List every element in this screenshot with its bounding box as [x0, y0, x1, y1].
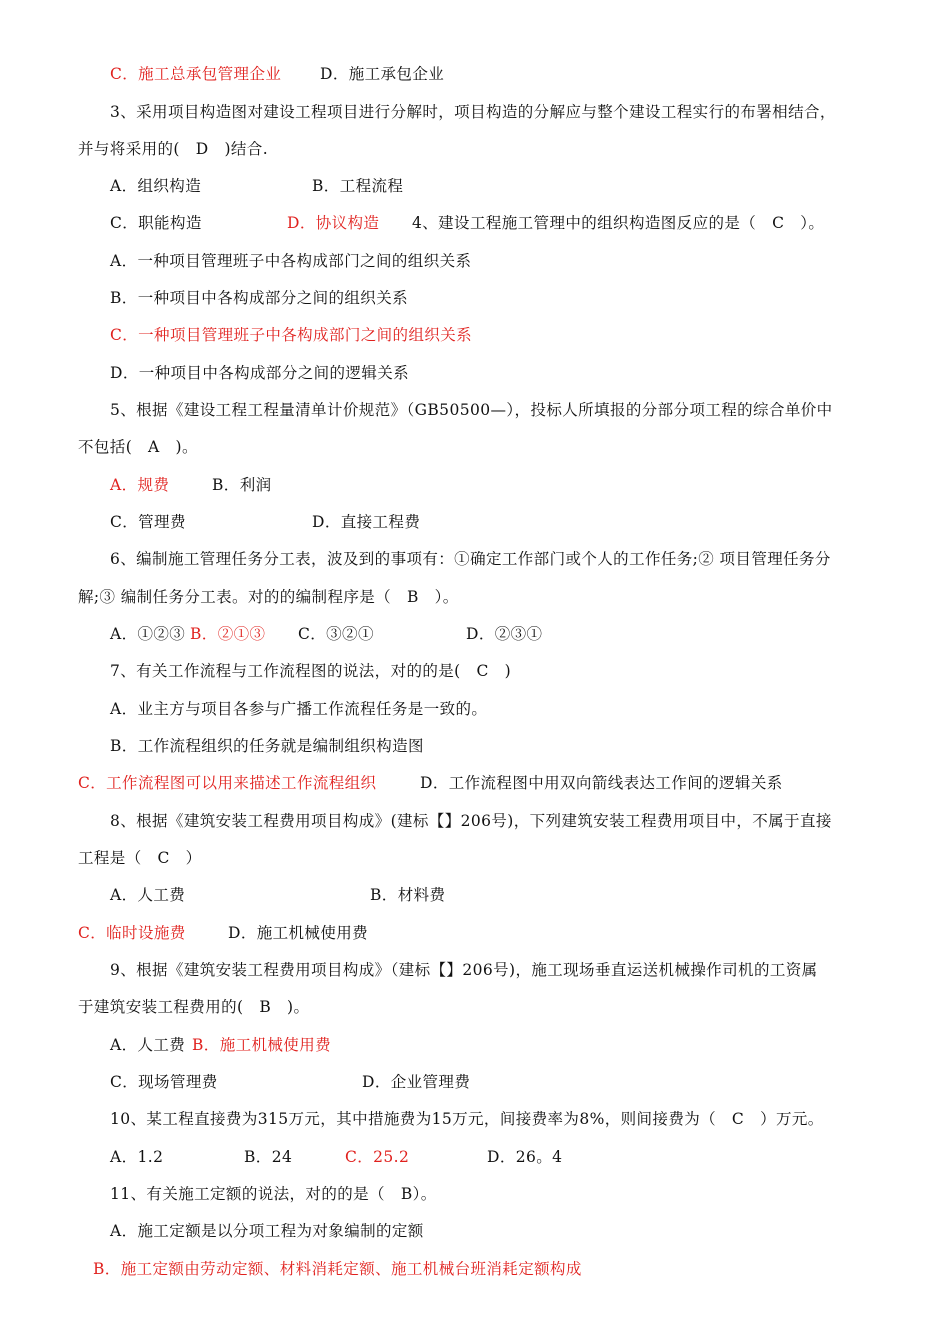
question-8-line-2: 工程是（ C ）	[78, 849, 202, 867]
option-b-q6: B．②①③	[190, 625, 266, 643]
option-b-q11: B．施工定额由劳动定额、材料消耗定额、施工机械台班消耗定额构成	[93, 1260, 582, 1278]
option-c-q3: C．职能构造	[110, 214, 202, 232]
option-d-q5: D．直接工程费	[312, 513, 421, 531]
option-c-q7: C．工作流程图可以用来描述工作流程组织	[78, 774, 377, 792]
option-b-q7: B．工作流程组织的任务就是编制组织构造图	[110, 737, 424, 755]
option-d-q6: D．②③①	[466, 625, 543, 643]
question-11-line-1: 11、有关施工定额的说法，对的的是（ B）。	[110, 1185, 437, 1203]
option-a-q10: A．1.2	[110, 1148, 164, 1166]
option-c-q2: C．施工总承包管理企业	[110, 65, 282, 83]
option-a-q7: A．业主方与项目各参与广播工作流程任务是一致的。	[110, 700, 488, 718]
option-c-q4: C．一种项目管理班子中各构成部门之间的组织关系	[110, 326, 473, 344]
option-d-q10: D．26。4	[487, 1148, 563, 1166]
option-c-q9: C．现场管理费	[110, 1073, 218, 1091]
question-9-line-2: 于建筑安装工程费用的( B )。	[78, 998, 310, 1016]
option-a-q6: A．①②③	[110, 625, 186, 643]
option-b-q4: B．一种项目中各构成部分之间的组织关系	[110, 289, 408, 307]
question-9-line-1: 9、根据《建筑安装工程费用项目构成》（建标【】206号)，施工现场垂直运送机械操作司机的工资属	[110, 961, 818, 979]
question-10-line-1: 10、某工程直接费为315万元，其中措施费为15万元，间接费率为8%，则间接费为（ C ）万元。	[110, 1110, 824, 1128]
question-5-line-2: 不包括( A )。	[78, 438, 198, 456]
option-b-q10: B．24	[244, 1148, 293, 1166]
option-b-q8: B．材料费	[370, 886, 446, 904]
option-d-q2: D．施工承包企业	[320, 65, 445, 83]
option-a-q3: A．组织构造	[110, 177, 202, 195]
question-4-line-1: 4、建设工程施工管理中的组织构造图反应的是（ C ）。	[412, 214, 825, 232]
option-c-q6: C．③②①	[298, 625, 374, 643]
option-b-q9: B．施工机械使用费	[192, 1036, 331, 1054]
option-c-q10: C．25.2	[345, 1148, 410, 1166]
question-6-line-2: 解;③ 编制任务分工表。对的的编制程序是（ B ）。	[78, 588, 459, 606]
option-a-q11: A．施工定额是以分项工程为对象编制的定额	[110, 1222, 424, 1240]
option-d-q3: D．协议构造	[287, 214, 380, 232]
question-3-line-1: 3、采用项目构造图对建设工程项目进行分解时，项目构造的分解应与整个建设工程实行的布署相结合，	[110, 103, 836, 121]
question-5-line-1: 5、根据《建设工程工程量清单计价规范》（GB50500—），投标人所填报的分部分项工程的综合单价中	[110, 401, 833, 419]
option-d-q8: D．施工机械使用费	[228, 924, 369, 942]
question-8-line-1: 8、根据《建筑安装工程费用项目构成》(建标【】206号)，下列建筑安装工程费用项目中，不属于直接	[110, 812, 832, 830]
option-c-q5: C．管理费	[110, 513, 186, 531]
question-3-line-2: 并与将采用的( D )结合.	[78, 140, 269, 158]
option-b-q3: B．工程流程	[312, 177, 404, 195]
option-a-q8: A．人工费	[110, 886, 186, 904]
option-d-q7: D．工作流程图中用双向箭线表达工作间的逻辑关系	[420, 774, 783, 792]
option-b-q5: B．利润	[212, 476, 272, 494]
option-a-q4: A．一种项目管理班子中各构成部门之间的组织关系	[110, 252, 472, 270]
option-a-q9: A．人工费	[110, 1036, 186, 1054]
question-6-line-1: 6、编制施工管理任务分工表，波及到的事项有：①确定工作部门或个人的工作任务;② 项目管理任务分	[110, 550, 831, 568]
option-d-q9: D．企业管理费	[362, 1073, 471, 1091]
option-d-q4: D．一种项目中各构成部分之间的逻辑关系	[110, 364, 410, 382]
question-7-line-1: 7、有关工作流程与工作流程图的说法，对的的是( C )	[110, 662, 512, 680]
option-c-q8: C．临时设施费	[78, 924, 186, 942]
option-a-q5: A．规费	[110, 476, 170, 494]
